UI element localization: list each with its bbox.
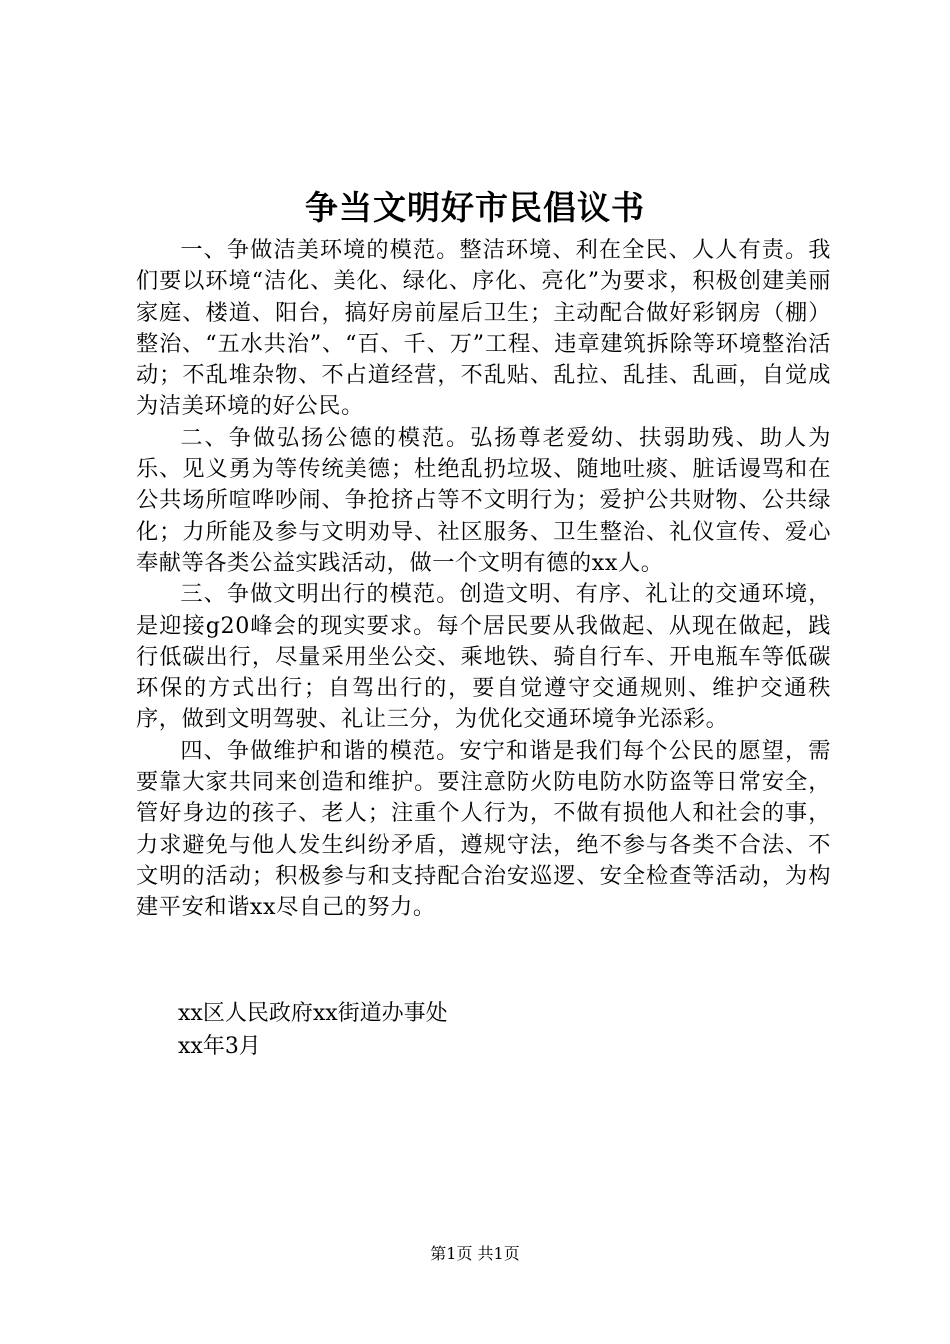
- document-body: [136, 235, 831, 924]
- paragraph-1: 一、争做洁美环境的模范。整洁环境、利在全民、人人有责。我们要以环境“洁化、美化、绿化、序化、亮化”为要求，积极创建美丽家庭、楼道、阳台，搞好房前屋后卫生；主动配合做好彩钢房（棚）整治、“五水共治”、“百、千、万”工程、违章建筑拆除等环境整治活动；不乱堆杂物、不占道经营，不乱贴、乱拉、乱挂、乱画，自觉成为洁美环境的好公民。: [136, 237, 831, 420]
- signature-block: [178, 997, 448, 1063]
- page-footer: 第1页 共1页: [430, 1244, 520, 1263]
- paragraph-2: 二、争做弘扬公德的模范。弘扬尊老爱幼、扶弱助残、助人为乐、见义勇为等传统美德；杜绝乱扔垃圾、随地吐痰、脏话谩骂和在公共场所喧哗吵闹、争抢挤占等不文明行为；爱护公共财物、公共绿化；力所能及参与文明劝导、社区服务、卫生整治、礼仪宣传、爱心奉献等各类公益实践活动，做一个文明有德的xx人。: [136, 424, 831, 576]
- signature-date: xx年3月: [178, 1034, 261, 1059]
- signature-organization: xx区人民政府xx街道办事处: [178, 1001, 448, 1026]
- document-title: 争当文明好市民倡议书: [305, 188, 645, 227]
- paragraph-4: 四、争做维护和谐的模范。安宁和谐是我们每个公民的愿望，需要靠大家共同来创造和维护。要注意防火防电防水防盗等日常安全，管好身边的孩子、老人；注重个人行为，不做有损他人和社会的事，力求避免与他人发生纠纷矛盾，遵规守法，绝不参与各类不合法、不文明的活动；积极参与和支持配合治安巡逻、安全检查等活动，为构建平安和谐xx尽自己的努力。: [136, 737, 831, 921]
- paragraph-3: 三、争做文明出行的模范。创造文明、有序、礼让的交通环境，是迎接g20峰会的现实要求。每个居民要从我做起、从现在做起，践行低碳出行，尽量采用坐公交、乘地铁、骑自行车、开电瓶车等低碳环保的方式出行；自驾出行的，要自觉遵守交通规则、维护交通秩序，做到文明驾驶、礼让三分，为优化交通环境争光添彩。: [136, 581, 831, 733]
